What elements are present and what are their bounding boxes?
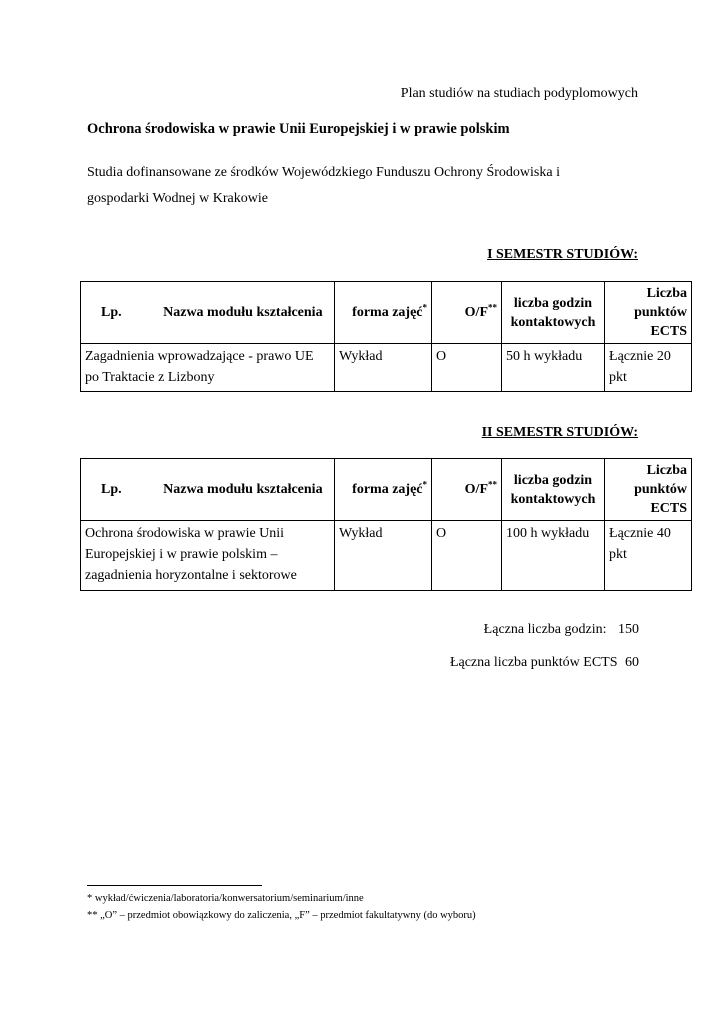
- table-header-row: [81, 282, 692, 344]
- module-name-cell: [81, 521, 335, 591]
- total-hours-label: Łączna liczba godzin:: [483, 622, 607, 637]
- semester-2-heading: II SEMESTR STUDIÓW:: [481, 425, 638, 440]
- header-lp: Lp.: [101, 305, 122, 320]
- header-lp-name: [81, 459, 335, 521]
- header-name: Nazwa modułu kształcenia: [163, 482, 323, 497]
- total-hours-value: 150: [618, 622, 639, 637]
- header-of: [432, 282, 502, 344]
- ects-cell: [605, 344, 692, 392]
- header-forma: [335, 459, 432, 521]
- header-ects-line-3: ECTS: [650, 324, 688, 339]
- footnote-divider: [87, 885, 262, 886]
- table-row: [81, 344, 692, 392]
- ects-line-2: pkt: [609, 370, 627, 385]
- header-ects-line-2: punktów: [634, 305, 688, 320]
- footnote-1: * wykład/ćwiczenia/laboratoria/konwersatorium/seminarium/inne: [87, 893, 364, 904]
- table-row: [81, 521, 692, 591]
- header-forma-mark: *: [422, 302, 428, 313]
- header-forma: [335, 282, 432, 344]
- module-name-line-2: po Traktacie z Lizbony: [85, 370, 215, 385]
- page-title: Ochrona środowiska w prawie Unii Europejskiej i w prawie polskim: [87, 121, 510, 137]
- hours-cell: 100 h wykładu: [502, 521, 605, 591]
- header-ects: [605, 459, 692, 521]
- ects-line-1: Łącznie 20: [609, 349, 671, 364]
- total-ects-label: Łączna liczba punktów ECTS: [449, 655, 618, 670]
- subtitle-line-1: Studia dofinansowane ze środków Wojewódzkiego Funduszu Ochrony Środowiska i: [87, 165, 560, 180]
- header-hours: [502, 282, 605, 344]
- header-hours-line-1: liczba godzin: [513, 295, 593, 311]
- header-forma-mark: *: [422, 479, 428, 490]
- header-hours-line-2: kontaktowych: [510, 491, 596, 507]
- forma-cell: Wykład: [335, 521, 432, 591]
- footnote-2: ** „O” – przedmiot obowiązkowy do zaliczenia, „F” – przedmiot fakultatywny (do wyboru): [87, 910, 476, 921]
- module-name-line-3: zagadnienia horyzontalne i sektorowe: [85, 568, 297, 583]
- hours-cell: 50 h wykładu: [502, 344, 605, 392]
- header-of-label: O/F: [464, 482, 489, 497]
- header-hours: [502, 459, 605, 521]
- header-of-mark: **: [488, 302, 498, 313]
- subtitle-line-2: gospodarki Wodnej w Krakowie: [87, 191, 268, 206]
- module-name-line-2: Europejskiej i w prawie polskim –: [85, 547, 278, 562]
- header-ects-line-1: Liczba: [646, 286, 688, 301]
- total-hours: [484, 622, 639, 638]
- header-forma-label: forma zajęć: [352, 482, 423, 497]
- header-ects-line-2: punktów: [634, 482, 688, 497]
- table-header-row: [81, 459, 692, 521]
- semester-1-heading: I SEMESTR STUDIÓW:: [487, 247, 638, 262]
- module-name-line-1: Zagadnienia wprowadzające - prawo UE: [85, 349, 314, 364]
- document-label: Plan studiów na studiach podyplomowych: [400, 86, 638, 101]
- header-of: [432, 459, 502, 521]
- header-of-label: O/F: [464, 305, 489, 320]
- semester-2-table: [80, 458, 692, 591]
- module-name-cell: [81, 344, 335, 392]
- total-ects: [450, 655, 639, 671]
- ects-line-2: pkt: [609, 547, 627, 562]
- header-ects-line-3: ECTS: [650, 501, 688, 516]
- of-cell: O: [432, 344, 502, 392]
- header-name: Nazwa modułu kształcenia: [163, 305, 323, 320]
- forma-cell: Wykład: [335, 344, 432, 392]
- header-forma-label: forma zajęć: [352, 305, 423, 320]
- ects-cell: [605, 521, 692, 591]
- module-name-line-1: Ochrona środowiska w prawie Unii: [85, 526, 285, 541]
- header-ects-line-1: Liczba: [646, 463, 688, 478]
- total-ects-value: 60: [625, 655, 639, 670]
- ects-line-1: Łącznie 40: [609, 526, 671, 541]
- header-of-mark: **: [488, 479, 498, 490]
- subtitle: [87, 160, 647, 212]
- header-hours-line-1: liczba godzin: [513, 472, 593, 488]
- of-cell: O: [432, 521, 502, 591]
- header-lp: Lp.: [101, 482, 122, 497]
- semester-1-table: [80, 281, 692, 392]
- header-ects: [605, 282, 692, 344]
- header-lp-name: [81, 282, 335, 344]
- header-hours-line-2: kontaktowych: [510, 314, 596, 330]
